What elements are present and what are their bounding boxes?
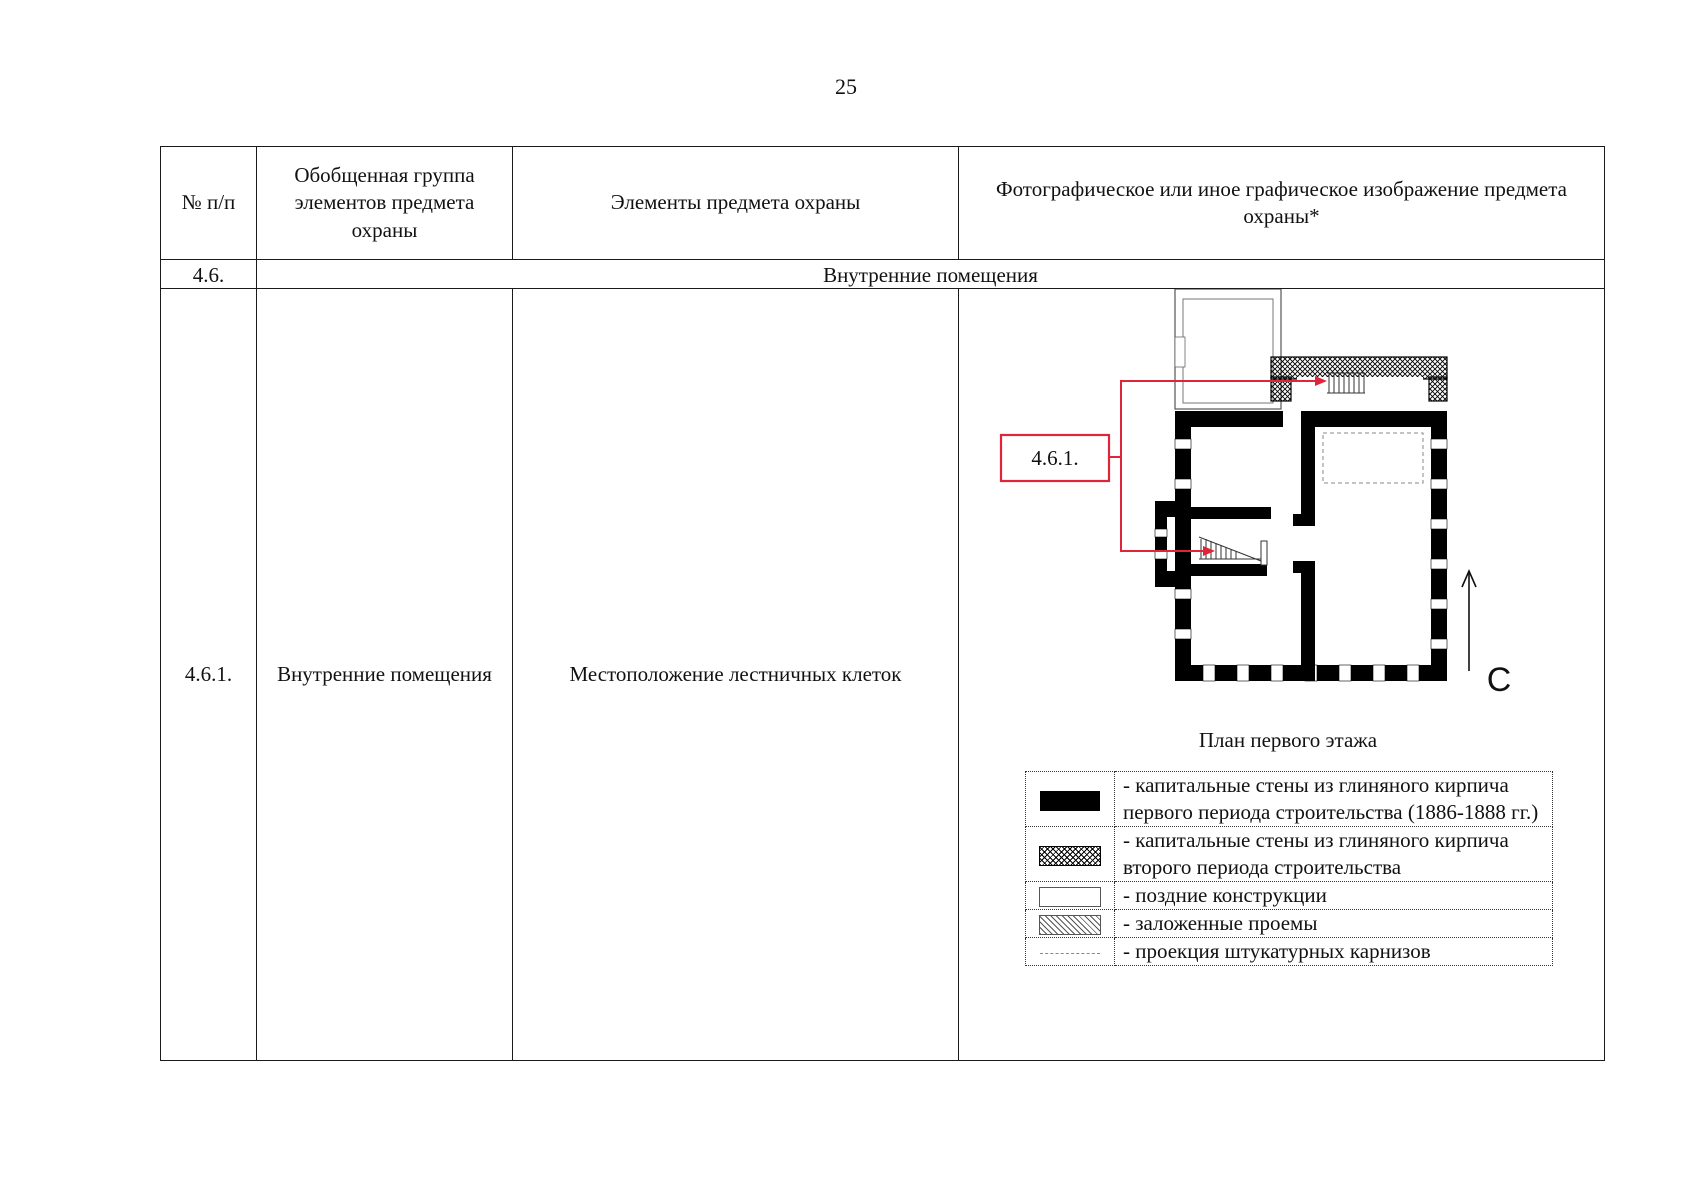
legend-text: - капитальные стены из глиняного кирпича второго периода строительства [1115,827,1553,882]
north-label: С [1486,661,1512,699]
legend-text: - капитальные стены из глиняного кирпича первого периода строительства (1886-1888 гг.) [1115,772,1553,827]
legend-row [1026,827,1553,882]
white-box-swatch [1039,887,1101,907]
table-header-row [161,147,1605,260]
solid-black-swatch [1040,791,1100,811]
legend-table [1025,771,1553,966]
plan-caption: План первого этажа [1198,728,1378,752]
legend-text: - поздние конструкции [1115,882,1553,910]
legend-swatch-cell [1026,910,1115,938]
header-image: Фотографическое или иное графическое изображение предмета охраны* [959,147,1605,260]
section-title: Внутренние помещения [257,260,1605,289]
header-num: № п/п [161,147,257,260]
row-group: Внутренние помещения [257,289,513,1061]
table-row [161,289,1605,1061]
north-arrow [1462,571,1511,699]
diagonal-hatch-swatch [1039,915,1101,935]
legend-swatch-cell [1026,772,1115,827]
section-row [161,260,1605,289]
legend-swatch-cell [1026,882,1115,910]
callout-label: 4.6.1. [1031,446,1079,470]
page-number: 25 [835,74,857,99]
cornice-projection [1323,433,1423,483]
dashed-line-swatch [1040,953,1100,954]
legend-row [1026,882,1553,910]
row-num: 4.6.1. [161,289,257,1061]
section-num: 4.6. [161,260,257,289]
floor-plan-figure [965,289,1611,1060]
second-period-walls [1271,357,1447,401]
legend-text: - заложенные проемы [1115,910,1553,938]
header-elements: Элементы предмета охраны [513,147,959,260]
row-elements: Местоположение лестничных клеток [513,289,959,1061]
legend-swatch-cell [1026,938,1115,966]
legend-text: - проекция штукатурных карнизов [1115,938,1553,966]
image-cell [959,289,1605,1061]
floor-plan-drawing [965,289,1611,719]
legend-swatch-cell [1026,827,1115,882]
header-group: Обобщенная группа элементов предмета охраны [257,147,513,260]
legend-row [1026,910,1553,938]
protection-table [160,146,1605,1061]
first-period-walls [1155,411,1447,681]
cross-hatch-swatch [1039,846,1101,866]
legend-row [1026,938,1553,966]
legend-row [1026,772,1553,827]
late-annex [1175,289,1281,409]
